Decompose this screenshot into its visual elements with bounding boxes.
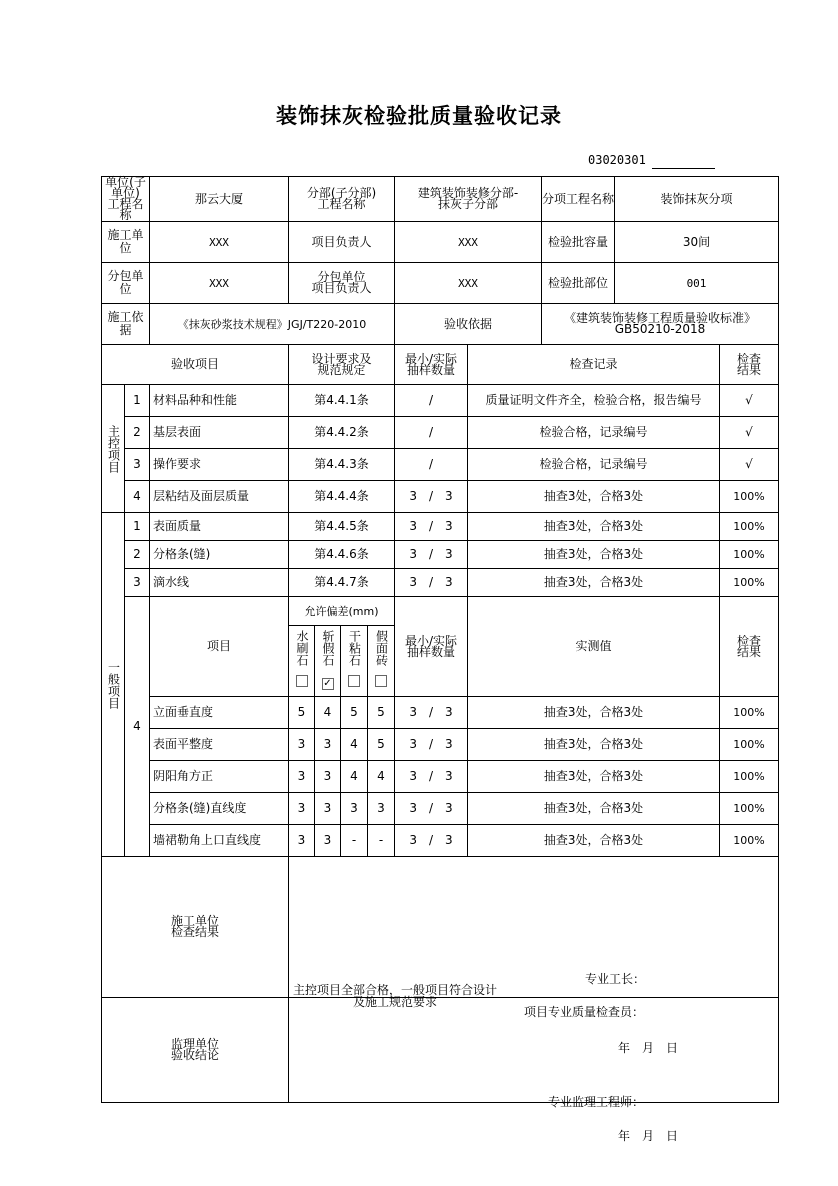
deviation-result-header: 检查 结果	[720, 597, 779, 697]
basis-label: 施工依据	[102, 304, 150, 345]
code-underline	[652, 168, 715, 169]
page-title: 装饰抹灰检验批质量验收记录	[276, 104, 562, 128]
table-row-sample: 3 / 3	[395, 481, 468, 513]
measured-header: 实测值	[468, 597, 720, 697]
unit-value: 那云大厦	[150, 177, 289, 222]
table-row-no: 1	[125, 385, 150, 417]
type-checkbox[interactable]	[375, 675, 387, 687]
subitem-value: 装饰抹灰分项	[615, 177, 779, 222]
table-row-result: √	[720, 449, 779, 481]
table-row-name: 表面质量	[150, 513, 289, 541]
deviation-record: 抽查3处，合格3处	[468, 825, 720, 857]
acceptance-value: 《建筑装饰装修工程质量验收标准》 GB50210-2018	[542, 304, 779, 345]
type-header-cell	[368, 626, 395, 670]
col-sampling-header: 最小/实际 抽样数量	[395, 345, 468, 385]
table-row-sample: 3 / 3	[395, 541, 468, 569]
construction-result-label: 施工单位 检查结果	[102, 857, 289, 998]
col-record-header: 检查记录	[468, 345, 720, 385]
type-label: 假面砖	[374, 629, 389, 666]
capacity-label: 检验批容量	[542, 222, 615, 263]
deviation-value: 3	[315, 761, 341, 793]
construction-result-text: 主控项目全部合格，一般项目符合设计 及施工规范要求	[293, 983, 498, 1009]
table-row-sample: /	[395, 385, 468, 417]
deviation-value: 5	[289, 697, 315, 729]
table-row-clause: 第4.4.2条	[289, 417, 395, 449]
deviation-row-name: 立面垂直度	[150, 697, 289, 729]
table-row-record: 抽查3处，合格3处	[468, 513, 720, 541]
deviation-value: 5	[368, 729, 395, 761]
table-row-clause: 第4.4.3条	[289, 449, 395, 481]
constructor-label: 施工单位	[102, 222, 150, 263]
type-label: 干粘石	[347, 629, 362, 666]
engineer-label: 专业监理工程师：	[548, 1095, 645, 1109]
type-label: 斩假石	[321, 629, 335, 666]
table-row-record: 检验合格，记录编号	[468, 417, 720, 449]
deviation-value: 4	[368, 761, 395, 793]
deviation-record: 抽查3处，合格3处	[468, 729, 720, 761]
deviation-value: 3	[341, 793, 368, 825]
main-items-label-cell	[102, 385, 125, 513]
deviation-no: 4	[125, 597, 150, 857]
table-row-clause: 第4.4.1条	[289, 385, 395, 417]
table-row-name: 层粘结及面层质量	[150, 481, 289, 513]
table-row-name: 基层表面	[150, 417, 289, 449]
division-value: 建筑装饰装修分部- 抹灰子分部	[395, 177, 542, 222]
deviation-value: 3	[289, 729, 315, 761]
table-row-clause: 第4.4.6条	[289, 541, 395, 569]
deviation-value: -	[368, 825, 395, 857]
deviation-value: 4	[341, 729, 368, 761]
deviation-value: 3	[289, 825, 315, 857]
type-checkbox-cell	[315, 670, 341, 697]
table-row-no: 4	[125, 481, 150, 513]
deviation-sampling-header: 最小/实际 抽样数量	[395, 597, 468, 697]
deviation-value: 5	[341, 697, 368, 729]
type-checkbox[interactable]	[296, 675, 308, 687]
deviation-value: 3	[289, 793, 315, 825]
sub-value: XXX	[150, 263, 289, 304]
table-row-result: √	[720, 417, 779, 449]
acceptance-label: 验收依据	[395, 304, 542, 345]
division-label: 分部(子分部) 工程名称	[289, 177, 395, 222]
type-checkbox-cell	[341, 670, 368, 697]
construction-result-cell	[289, 857, 779, 1055]
table-row-result: 100%	[720, 513, 779, 541]
table-row-result: √	[720, 385, 779, 417]
deviation-sample: 3 / 3	[395, 761, 468, 793]
table-row-result: 100%	[720, 541, 779, 569]
deviation-result: 100%	[720, 761, 779, 793]
table-row-record: 抽查3处，合格3处	[468, 481, 720, 513]
deviation-result: 100%	[720, 729, 779, 761]
sub-pm-label: 分包单位 项目负责人	[289, 263, 395, 304]
deviation-value: 4	[341, 761, 368, 793]
table-row-name: 分格条(缝)	[150, 541, 289, 569]
deviation-sample: 3 / 3	[395, 825, 468, 857]
table-row-no: 3	[125, 569, 150, 597]
constructor-value: XXX	[150, 222, 289, 263]
type-header-cell	[315, 626, 341, 670]
type-header-cell	[341, 626, 368, 670]
table-row-sample: /	[395, 449, 468, 481]
deviation-result: 100%	[720, 793, 779, 825]
location-value: 001	[615, 263, 779, 304]
supervision-date: 年 月 日	[618, 1129, 679, 1143]
capacity-value: 30间	[615, 222, 779, 263]
type-checkbox-cell	[368, 670, 395, 697]
construction-date: 年 月 日	[618, 1041, 679, 1055]
inspector-label: 项目专业质量检查员：	[524, 1005, 645, 1019]
form-code: 03020301	[588, 153, 646, 167]
deviation-value: 3	[289, 761, 315, 793]
deviation-record: 抽查3处，合格3处	[468, 793, 720, 825]
table-row-no: 3	[125, 449, 150, 481]
table-row-clause: 第4.4.7条	[289, 569, 395, 597]
table-row-name: 操作要求	[150, 449, 289, 481]
deviation-item-header: 项目	[150, 597, 289, 697]
col-item-header: 验收项目	[102, 345, 289, 385]
deviation-record: 抽查3处，合格3处	[468, 697, 720, 729]
deviation-record: 抽查3处，合格3处	[468, 761, 720, 793]
deviation-result: 100%	[720, 697, 779, 729]
supervision-result-label: 监理单位 验收结论	[102, 998, 289, 1103]
sub-label: 分包单位	[102, 263, 150, 304]
table-row-result: 100%	[720, 569, 779, 597]
deviation-value: 5	[368, 697, 395, 729]
allow-deviation-header: 允许偏差(mm)	[289, 597, 395, 626]
type-header-cell	[289, 626, 315, 670]
unit-label: 单位(子单位) 工程名称	[102, 177, 150, 222]
sub-pm-value: XXX	[395, 263, 542, 304]
general-items-label-cell	[102, 513, 125, 857]
deviation-row-name: 分格条(缝)直线度	[150, 793, 289, 825]
deviation-value: 4	[315, 697, 341, 729]
type-checkbox-cell	[289, 670, 315, 697]
type-checkbox[interactable]	[348, 675, 360, 687]
table-row-no: 2	[125, 541, 150, 569]
location-label: 检验批部位	[542, 263, 615, 304]
table-row-clause: 第4.4.4条	[289, 481, 395, 513]
deviation-value: 3	[315, 793, 341, 825]
table-row-record: 质量证明文件齐全，检验合格，报告编号	[468, 385, 720, 417]
col-design-header: 设计要求及 规范规定	[289, 345, 395, 385]
deviation-sample: 3 / 3	[395, 793, 468, 825]
table-row-name: 材料品种和性能	[150, 385, 289, 417]
deviation-row-name: 阴阳角方正	[150, 761, 289, 793]
foreman-label: 专业工长：	[585, 972, 646, 986]
deviation-result: 100%	[720, 825, 779, 857]
deviation-value: -	[341, 825, 368, 857]
type-label: 水刷石	[295, 629, 309, 666]
deviation-sample: 3 / 3	[395, 697, 468, 729]
table-row-result: 100%	[720, 481, 779, 513]
deviation-sample: 3 / 3	[395, 729, 468, 761]
deviation-value: 3	[315, 729, 341, 761]
basis-value: 《抹灰砂浆技术规程》JGJ/T220-2010	[150, 304, 395, 345]
col-result-header: 检查 结果	[720, 345, 779, 385]
deviation-value: 3	[315, 825, 341, 857]
pm-label: 项目负责人	[289, 222, 395, 263]
table-row-record: 抽查3处，合格3处	[468, 541, 720, 569]
inspection-record-table	[101, 175, 779, 1143]
table-row-record: 抽查3处，合格3处	[468, 569, 720, 597]
table-row-record: 检验合格，记录编号	[468, 449, 720, 481]
deviation-row-name: 墙裙勒角上口直线度	[150, 825, 289, 857]
table-row-clause: 第4.4.5条	[289, 513, 395, 541]
deviation-value: 3	[368, 793, 395, 825]
main-items-label: 主控项目	[106, 424, 121, 473]
pm-value: XXX	[395, 222, 542, 263]
table-row-sample: 3 / 3	[395, 513, 468, 541]
subitem-label: 分项工程名称	[542, 177, 615, 222]
table-row-name: 滴水线	[150, 569, 289, 597]
type-checkbox[interactable]: ✓	[323, 677, 332, 689]
table-row-sample: 3 / 3	[395, 569, 468, 597]
table-row-no: 1	[125, 513, 150, 541]
table-row-no: 2	[125, 417, 150, 449]
deviation-row-name: 表面平整度	[150, 729, 289, 761]
general-items-label: 一般项目	[106, 660, 121, 709]
table-row-sample: /	[395, 417, 468, 449]
